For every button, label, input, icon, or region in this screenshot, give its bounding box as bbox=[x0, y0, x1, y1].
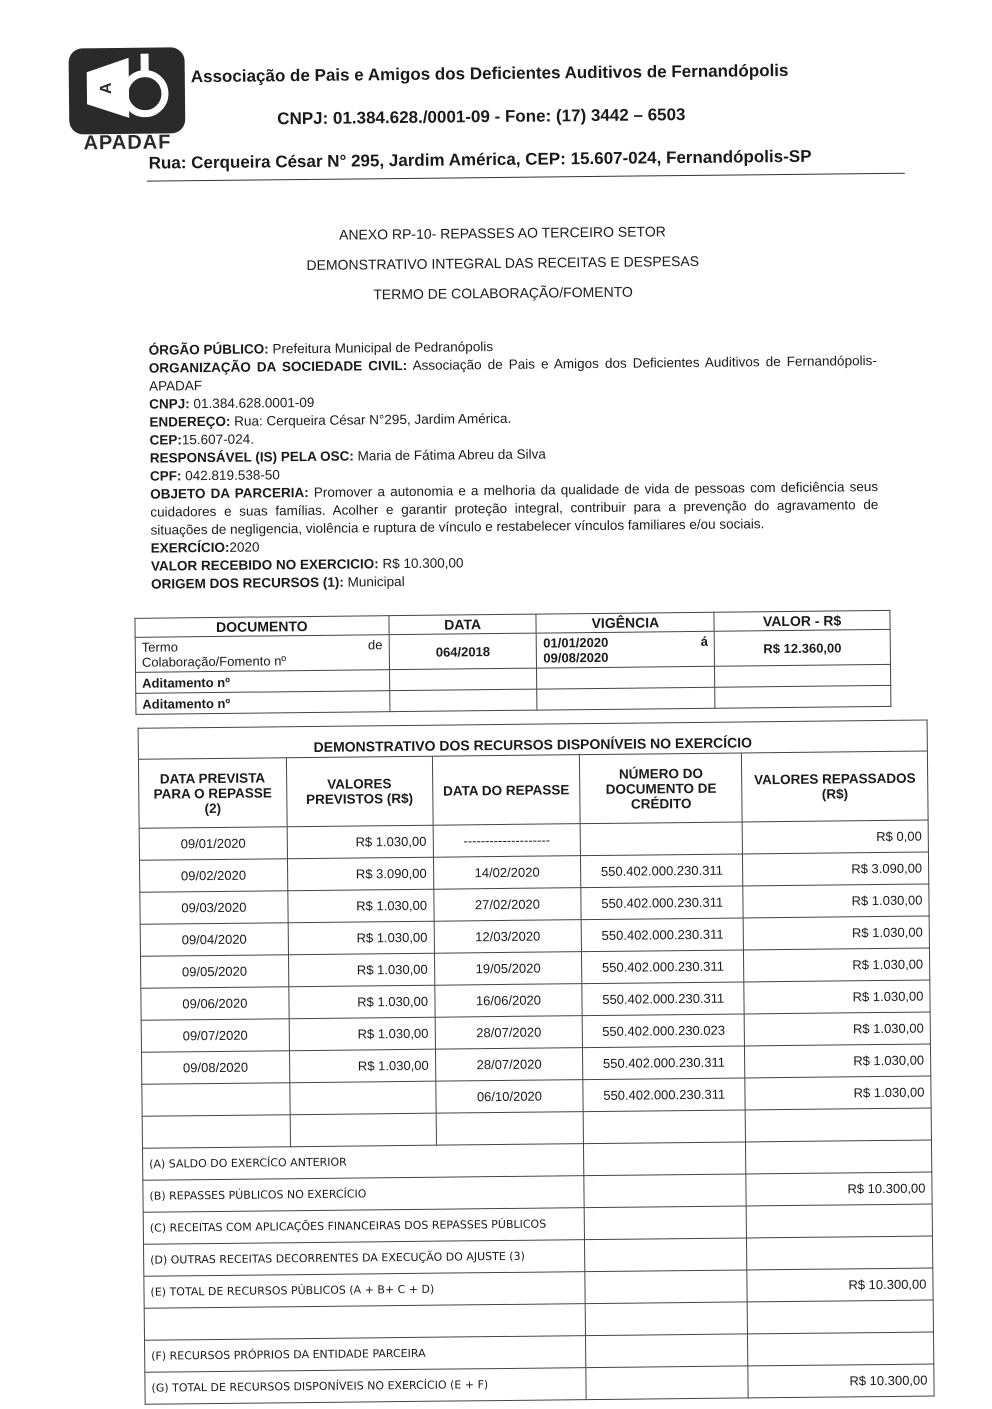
empty-cell bbox=[586, 1302, 748, 1336]
documento-credito-cell bbox=[580, 822, 742, 856]
cep-label: CEP: bbox=[149, 432, 182, 448]
cpf-value: 042.819.538-50 bbox=[185, 467, 280, 484]
data-prevista-cell: 09/08/2020 bbox=[141, 1051, 289, 1085]
valor-previsto-cell: R$ 1.030,00 bbox=[288, 921, 434, 955]
empty-cell bbox=[436, 1112, 584, 1146]
empty-cell bbox=[586, 1366, 748, 1400]
empty-cell bbox=[584, 1142, 746, 1176]
origem-value: Municipal bbox=[347, 573, 405, 590]
empty-cell bbox=[585, 1238, 747, 1272]
cnpj-value: 01.384.628.0001-09 bbox=[193, 394, 315, 412]
data-repasse-cell: 12/03/2020 bbox=[434, 920, 582, 954]
aditamento-label: Aditamento nº bbox=[136, 691, 390, 715]
organization-name: Associação de Pais e Amigos dos Deficientes Auditivos de Fernandópolis bbox=[190, 60, 789, 87]
termo-colaboracao-text: Colaboração/Fomento nº bbox=[141, 653, 287, 670]
data-prevista-cell: 09/01/2020 bbox=[139, 827, 287, 861]
empty-cell bbox=[290, 1113, 436, 1147]
valor-previsto-cell: R$ 1.030,00 bbox=[287, 825, 433, 859]
valor-repassado-cell: R$ 1.030,00 bbox=[744, 948, 930, 982]
summary-label: (F) RECURSOS PRÓPRIOS DA ENTIDADE PARCEIRA bbox=[145, 1336, 587, 1373]
data-prevista-cell: 09/03/2020 bbox=[140, 891, 288, 925]
empty-cell bbox=[586, 1334, 748, 1368]
summary-value bbox=[747, 1236, 933, 1270]
valor-repassado-cell: R$ 1.030,00 bbox=[745, 1044, 931, 1078]
title-line-2: DEMONSTRATIVO INTEGRAL DAS RECEITAS E DESPESAS bbox=[306, 252, 700, 273]
documento-credito-cell: 550.402.000.230.311 bbox=[581, 918, 743, 952]
valor-recebido-value: R$ 10.300,00 bbox=[382, 555, 464, 572]
empty-cell bbox=[537, 687, 715, 710]
valor-repassado-cell: R$ 1.030,00 bbox=[745, 1076, 931, 1110]
vigencia-end: 09/08/2020 bbox=[543, 649, 609, 666]
data-prevista-cell: 09/06/2020 bbox=[141, 987, 289, 1021]
valor-previsto-cell: R$ 1.030,00 bbox=[289, 1017, 435, 1051]
data-repasse-cell: 06/10/2020 bbox=[435, 1080, 583, 1114]
valor-repassado-cell: R$ 1.030,00 bbox=[743, 884, 929, 918]
letterhead-address: Rua: Cerqueira César N° 295, Jardim América, CEP: 15.607-024, Fernandópolis-SP bbox=[148, 146, 812, 173]
data-repasse-cell: 16/06/2020 bbox=[434, 984, 582, 1018]
empty-cell bbox=[745, 1108, 931, 1142]
termo-cell bbox=[135, 635, 389, 673]
responsavel-label: RESPONSÁVEL (IS) PELA OSC: bbox=[149, 448, 354, 466]
summary-label: (B) REPASSES PÚBLICOS NO EXERCÍCIO bbox=[143, 1176, 585, 1213]
document-titles bbox=[202, 222, 803, 318]
partnership-info bbox=[149, 334, 880, 594]
endereco-value: Rua: Cerqueira César N°295, Jardim América. bbox=[234, 410, 512, 429]
empty-cell bbox=[389, 689, 537, 712]
vigencia-separator: á bbox=[700, 633, 709, 649]
resources-header bbox=[138, 751, 928, 828]
summary-value bbox=[746, 1140, 932, 1174]
valor-recebido-label: VALOR RECEBIDO NO EXERCICIO: bbox=[150, 556, 379, 574]
termo-valor: R$ 12.360,00 bbox=[714, 629, 890, 666]
vigencia-cell bbox=[537, 631, 715, 668]
data-repasse-cell: 28/07/2020 bbox=[435, 1016, 583, 1050]
summary-value: R$ 10.300,00 bbox=[747, 1268, 933, 1302]
summary-row bbox=[145, 1364, 934, 1404]
resources-caption: DEMONSTRATIVO DOS RECURSOS DISPONÍVEIS NO EXERCÍCIO bbox=[138, 720, 927, 759]
valor-previsto-cell: R$ 1.030,00 bbox=[289, 985, 435, 1019]
document-table bbox=[134, 610, 891, 715]
data-repasse-cell: 19/05/2020 bbox=[434, 952, 582, 986]
empty-cell bbox=[144, 1304, 586, 1341]
empty-cell bbox=[747, 1300, 933, 1334]
documento-credito-cell: 550.402.000.230.311 bbox=[583, 1078, 745, 1112]
svg-text:A: A bbox=[97, 82, 115, 95]
exercicio-label: EXERCÍCIO: bbox=[150, 539, 230, 556]
valor-repassado-cell: R$ 1.030,00 bbox=[744, 980, 930, 1014]
endereco-label: ENDEREÇO: bbox=[149, 413, 231, 430]
empty-cell bbox=[584, 1206, 746, 1240]
valor-repassado-cell: R$ 3.090,00 bbox=[743, 852, 929, 886]
documento-credito-cell: 550.402.000.230.311 bbox=[581, 854, 743, 888]
objeto-value: Promover a autonomia e a melhoria da qualidade de vida de pessoas com deficiência seus cuidadores e suas famílias. Acolher e garantir proteção integral, contribuir para a prevenção do agravamento de situações de negligencia, violência e ruptura de vínculo e restabelecer vínculos familiares e/ou sociais. bbox=[150, 479, 879, 538]
col-data-repasse: DATA DO REPASSE bbox=[432, 755, 580, 826]
cnpj-label: CNPJ: bbox=[149, 396, 190, 412]
logo-mark-icon bbox=[68, 47, 185, 134]
data-prevista-cell: 09/05/2020 bbox=[140, 955, 288, 989]
summary-value bbox=[746, 1204, 932, 1238]
valor-repassado-cell: R$ 1.030,00 bbox=[744, 1012, 930, 1046]
col-vigencia: VIGÊNCIA bbox=[536, 612, 714, 633]
aditamento-label: Aditamento nº bbox=[136, 670, 390, 694]
empty-cell bbox=[585, 1270, 747, 1304]
cnpj-phone: CNPJ: 01.384.628./0001-09 - Fone: (17) 3442 – 6503 bbox=[277, 105, 686, 129]
documento-credito-cell: 550.402.000.230.311 bbox=[582, 950, 744, 984]
documento-credito-cell: 550.402.000.230.311 bbox=[582, 982, 744, 1016]
col-numero-documento: NÚMERO DO DOCUMENTO DE CRÉDITO bbox=[580, 753, 743, 824]
objeto-label: OBJETO DA PARCERIA: bbox=[150, 484, 309, 502]
data-repasse-cell: 28/07/2020 bbox=[435, 1048, 583, 1082]
data-repasse-cell: 14/02/2020 bbox=[433, 856, 581, 890]
empty-cell bbox=[583, 1110, 745, 1144]
valor-previsto-cell: R$ 1.030,00 bbox=[288, 953, 434, 987]
cpf-label: CPF: bbox=[149, 468, 182, 484]
exercicio-value: 2020 bbox=[229, 539, 260, 555]
valor-previsto-cell: R$ 1.030,00 bbox=[289, 1049, 435, 1083]
osc-value: Associação de Pais e Amigos dos Deficientes Auditivos de Fernandópolis-APADAF bbox=[148, 353, 877, 394]
orgao-value: Prefeitura Municipal de Pedranópolis bbox=[272, 339, 494, 357]
summary-label: (G) TOTAL DE RECURSOS DISPONÍVEIS NO EXERCÍCIO (E + F) bbox=[145, 1368, 587, 1405]
empty-cell bbox=[142, 1115, 290, 1149]
valor-previsto-cell: R$ 3.090,00 bbox=[287, 857, 433, 891]
summary-label: (A) SALDO DO EXERCÍCO ANTERIOR bbox=[143, 1144, 585, 1181]
origem-label: ORIGEM DOS RECURSOS (1): bbox=[151, 574, 344, 592]
title-line-1: ANEXO RP-10- REPASSES AO TERCEIRO SETOR bbox=[338, 223, 666, 243]
termo-text: Termo bbox=[141, 639, 178, 655]
col-valores-previstos: VALORES PREVISTOS (R$) bbox=[286, 756, 433, 827]
orgao-label: ÓRGÃO PÚBLICO: bbox=[148, 341, 269, 358]
data-repasse-cell: -------------------- bbox=[433, 824, 581, 858]
col-valor: VALOR - R$ bbox=[714, 610, 890, 631]
documento-credito-cell: 550.402.000.230.311 bbox=[583, 1046, 745, 1080]
summary-label: (C) RECEITAS COM APLICAÇÕES FINANCEIRAS DOS REPASSES PÚBLICOS bbox=[143, 1208, 585, 1245]
empty-cell bbox=[715, 664, 891, 687]
termo-de-text: de bbox=[367, 637, 383, 653]
vigencia-start: 01/01/2020 bbox=[543, 634, 609, 651]
resources-table bbox=[138, 720, 935, 1405]
valor-repassado-cell: R$ 0,00 bbox=[742, 820, 928, 854]
col-documento: DOCUMENTO bbox=[135, 616, 389, 638]
apadaf-logo bbox=[68, 47, 185, 156]
empty-cell bbox=[537, 666, 715, 689]
valor-previsto-cell: R$ 1.030,00 bbox=[288, 889, 434, 923]
responsavel-value: Maria de Fátima Abreu da Silva bbox=[357, 446, 546, 464]
summary-value: R$ 10.300,00 bbox=[746, 1172, 932, 1206]
summary-label: (E) TOTAL DE RECURSOS PÚBLICOS (A + B+ C + D) bbox=[144, 1272, 586, 1309]
osc-label: ORGANIZAÇÃO DA SOCIEDADE CIVIL: bbox=[148, 357, 408, 376]
data-prevista-cell: 09/04/2020 bbox=[140, 923, 288, 957]
cep-value: 15.607-024. bbox=[181, 431, 254, 448]
summary-value: R$ 10.300,00 bbox=[748, 1364, 934, 1398]
summary-label: (D) OUTRAS RECEITAS DECORRENTES DA EXECUÇÃO DO AJUSTE (3) bbox=[144, 1240, 586, 1277]
summary-value bbox=[748, 1332, 934, 1366]
col-valores-repassados: VALORES REPASSADOS (R$) bbox=[742, 751, 928, 822]
valor-repassado-cell: R$ 1.030,00 bbox=[743, 916, 929, 950]
termo-number: 064/2018 bbox=[389, 633, 537, 670]
empty-cell bbox=[389, 668, 537, 691]
logo-text: APADAF bbox=[83, 131, 172, 155]
valor-previsto-cell bbox=[290, 1081, 436, 1115]
data-prevista-cell: 09/02/2020 bbox=[139, 859, 287, 893]
col-data-prevista: DATA PREVISTA PARA O REPASSE (2) bbox=[138, 758, 286, 829]
data-prevista-cell bbox=[142, 1083, 290, 1117]
col-data: DATA bbox=[389, 614, 537, 635]
empty-cell bbox=[584, 1174, 746, 1208]
title-line-3: TERMO DE COLABORAÇÃO/FOMENTO bbox=[373, 283, 633, 303]
data-prevista-cell: 09/07/2020 bbox=[141, 1019, 289, 1053]
header-divider bbox=[147, 173, 905, 182]
documento-credito-cell: 550.402.000.230.023 bbox=[582, 1014, 744, 1048]
documento-credito-cell: 550.402.000.230.311 bbox=[581, 886, 743, 920]
empty-cell bbox=[715, 685, 891, 708]
data-repasse-cell: 27/02/2020 bbox=[433, 888, 581, 922]
resources-body bbox=[139, 820, 934, 1404]
